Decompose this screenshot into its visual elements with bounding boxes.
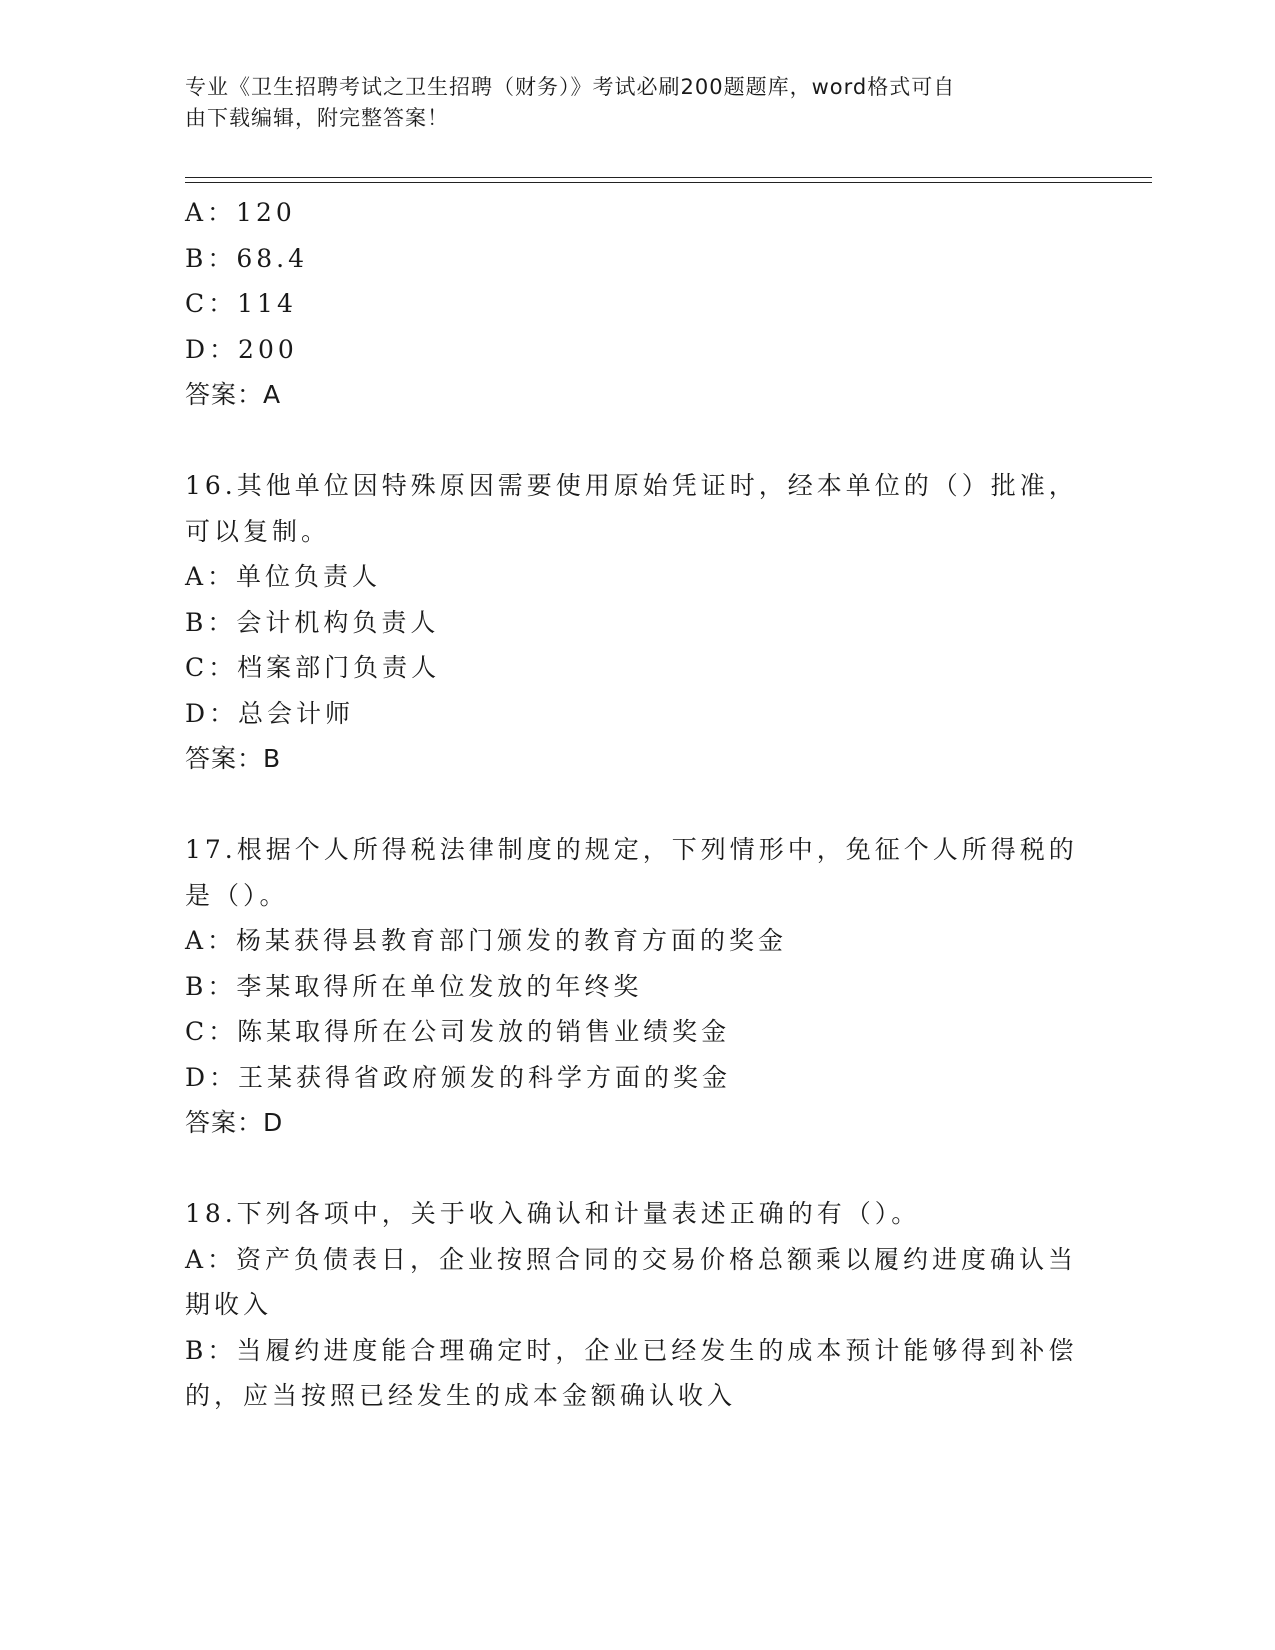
option-d: D：王某获得省政府颁发的科学方面的奖金: [185, 1062, 732, 1092]
question-text: 18.下列各项中，关于收入确认和计量表述正确的有（）。: [185, 1199, 921, 1228]
header-divider-bottom: [185, 182, 1152, 183]
option-b: B：会计机构负责人: [185, 607, 440, 637]
question-18: [185, 1191, 1085, 1419]
question-text-line-1: 17.根据个人所得税法律制度的规定，下列情形中，免征个人所得税的: [185, 835, 1078, 864]
answer-line: 答案：D: [185, 1108, 284, 1137]
option-d: D：200: [185, 334, 298, 364]
option-a-line-1: A：资产负债表日，企业按照合同的交易价格总额乘以履约进度确认当: [185, 1244, 1078, 1274]
header-line-2: 由下载编辑，附完整答案！: [185, 106, 449, 130]
question-15: [185, 190, 1085, 418]
option-a: A：杨某获得县教育部门颁发的教育方面的奖金: [185, 926, 788, 955]
answer-line: 答案：A: [185, 380, 282, 409]
option-b-line-1: B：当履约进度能合理确定时，企业已经发生的成本预计能够得到补偿: [185, 1335, 1078, 1365]
question-text-line-2: 可以复制。: [185, 516, 331, 546]
header-divider-top: [185, 177, 1152, 178]
option-a: A：单位负责人: [185, 562, 382, 591]
answer-line: 答案：B: [185, 744, 282, 773]
option-b: B：68.4: [185, 243, 309, 273]
option-a-line-2: 期收入: [185, 1290, 273, 1319]
option-c: C：档案部门负责人: [185, 653, 441, 682]
option-c: C：114: [185, 289, 297, 318]
question-text-line-1: 16.其他单位因特殊原因需要使用原始凭证时，经本单位的（）批准，: [185, 471, 1078, 500]
spacer: [185, 418, 1085, 464]
question-content: [185, 190, 1085, 1419]
question-16: [185, 463, 1085, 782]
question-17: [185, 827, 1085, 1146]
option-d: D：总会计师: [185, 698, 355, 728]
option-b: B：李某取得所在单位发放的年终奖: [185, 971, 643, 1001]
question-text-line-2: 是（）。: [185, 880, 289, 910]
option-a: A：120: [185, 198, 296, 227]
spacer: [185, 782, 1085, 828]
spacer: [185, 1146, 1085, 1192]
option-b-line-2: 的，应当按照已经发生的成本金额确认收入: [185, 1381, 737, 1410]
document-header: [185, 72, 1065, 134]
header-line-1: 专业《卫生招聘考试之卫生招聘（财务）》考试必刷200题题库，word格式可自: [185, 75, 956, 99]
option-c: C：陈某取得所在公司发放的销售业绩奖金: [185, 1017, 731, 1046]
